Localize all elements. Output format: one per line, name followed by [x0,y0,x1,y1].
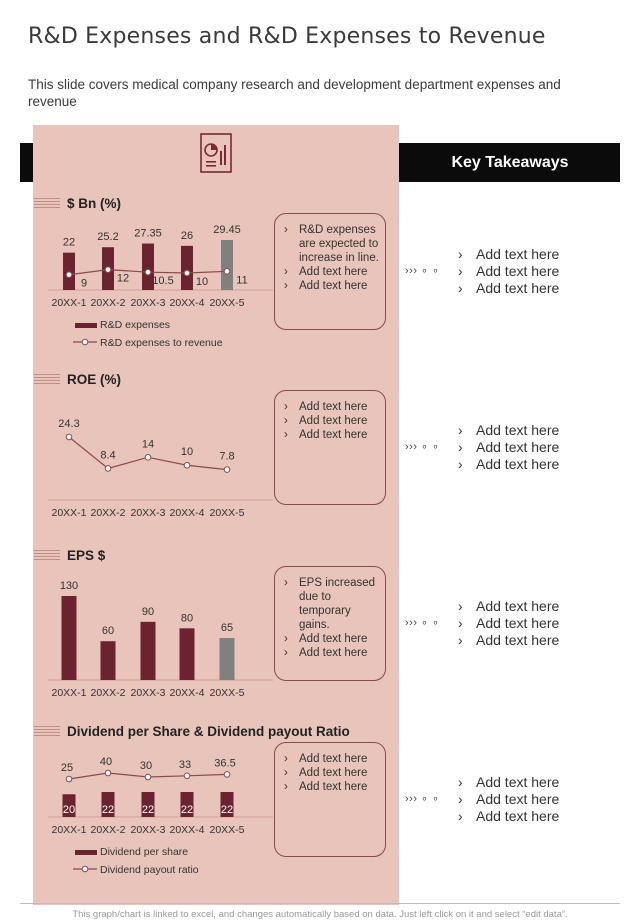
note-item: › Add text here [284,632,379,646]
takeaway-item: › Add text here [458,632,559,649]
bar-data-label: 22 [220,804,234,816]
section-lines-icon [34,198,60,208]
line-data-label: 30 [139,760,153,772]
legend-label: Dividend per share [100,846,189,858]
x-tick-label: 20XX-3 [130,507,166,519]
line-marker [184,270,190,276]
bar [181,246,193,290]
takeaway-item: › Add text here [458,439,559,456]
section-heading-eps [34,545,105,565]
takeaway-item: › Add text here [458,263,559,280]
line-marker [66,776,72,782]
dividend-chart [33,745,283,880]
line-marker [66,272,72,278]
line-data-label: 33 [178,758,192,771]
section-lines-icon [34,726,60,736]
note-item: › Add text here [284,428,379,442]
section-heading-dividend [34,721,350,741]
section-label: Dividend per Share & Dividend payout Ratio [67,723,350,739]
takeaway-item: › Add text here [458,456,559,473]
note-item: › Add text here [284,766,379,780]
section-heading-roe [34,369,121,389]
bar-data-label: 26 [180,229,194,242]
section-label: EPS $ [67,547,106,563]
x-tick-label: 20XX-1 [51,687,87,699]
line-data-label: 10.5 [152,275,174,288]
x-tick-label: 20XX-1 [51,824,87,836]
section-heading-bn [34,193,121,213]
bar-data-label: 65 [220,622,234,634]
legend-marker [82,339,88,345]
note-item: › EPS increased due to temporary gains. [284,576,379,632]
bar-data-label: 90 [141,605,155,618]
note-item: › Add text here [284,279,379,293]
line-marker [105,267,111,273]
line-data-label: 8.4 [100,449,116,462]
line-data-label: 12 [116,272,130,285]
arrow-connector: ››› ∘ ∘ [405,793,440,805]
line-marker [145,269,151,275]
line-data-label: 11 [236,274,248,287]
roe-chart [33,405,283,530]
arrow-connector: ››› ∘ ∘ [405,441,440,453]
takeaway-item: › Add text here [458,280,559,297]
legend-marker [82,866,88,872]
bar-data-label: 25.2 [97,231,119,244]
x-tick-label: 20XX-2 [90,824,126,836]
x-tick-label: 20XX-1 [51,297,87,309]
line-marker [66,434,72,440]
arrow-connector: ››› ∘ ∘ [405,617,440,629]
line-data-label: 24.3 [58,418,80,430]
x-tick-label: 20XX-2 [90,687,126,699]
document-report-icon [200,133,232,173]
line-data-label: 40 [99,756,113,768]
note-box-eps [274,566,386,681]
line-marker [184,773,190,779]
x-tick-label: 20XX-4 [169,507,205,519]
bar [220,638,235,680]
note-box-dividend [274,742,386,857]
line-data-label: 25 [60,762,74,774]
x-tick-label: 20XX-5 [209,824,245,836]
line-data-label: 36.5 [214,757,236,770]
line-marker [105,466,111,472]
bar-data-label: 22 [101,804,115,816]
x-tick-label: 20XX-4 [169,687,205,699]
bar-data-label: 60 [101,625,115,638]
line-marker [224,772,230,778]
note-item: › Add text here [284,414,379,428]
bar-data-label: 29.45 [213,224,241,236]
eps-chart [33,570,283,705]
section-label: ROE (%) [67,371,121,387]
footer-note: This graph/chart is linked to excel, and changes automatically based on data. Just left click on it and select “edit data”. [72,909,568,920]
bar [63,253,75,290]
x-tick-label: 20XX-2 [90,297,126,309]
note-box-bn [274,213,386,330]
legend-label: R&D expenses to revenue [100,337,223,349]
section-lines-icon [34,374,60,384]
bar-data-label: 22 [180,804,194,816]
takeaway-item: › Add text here [458,774,559,791]
legend-label: R&D expenses [100,319,171,331]
line-data-label: 10 [195,276,209,289]
line-data-label: 10 [180,446,194,459]
page-subtitle: This slide covers medical company research and development department expenses and revenue [28,77,561,109]
bar [221,240,233,290]
bar-data-label: 27.35 [134,227,162,240]
note-item: › R&D expenses are expected to increase in line. [284,223,379,265]
takeaways-list-eps [458,598,559,649]
line-marker [184,462,190,468]
takeaway-item: › Add text here [458,615,559,632]
bar-data-label: 130 [59,580,79,592]
section-lines-icon [34,550,60,560]
x-tick-label: 20XX-2 [90,507,126,519]
takeaways-list-bn [458,246,559,297]
bar-data-label: 22 [62,236,76,249]
key-takeaways-title: Key Takeaways [451,154,569,171]
takeaway-item: › Add text here [458,422,559,439]
line-data-label: 14 [141,438,155,451]
note-item: › Add text here [284,646,379,660]
bar-data-label: 20 [62,804,76,816]
takeaways-list-roe [458,422,559,473]
line-marker [224,269,230,275]
bar [62,596,77,680]
section-label: $ Bn (%) [67,195,121,211]
note-item: › Add text here [284,780,379,794]
x-tick-label: 20XX-1 [51,507,87,519]
note-box-roe [274,390,386,505]
x-tick-label: 20XX-4 [169,824,205,836]
legend-bar-swatch [75,850,97,855]
takeaway-item: › Add text here [458,791,559,808]
x-tick-label: 20XX-5 [209,297,245,309]
page-title: R&D Expenses and R&D Expenses to Revenue [28,24,546,49]
bar [101,641,116,680]
bar [180,628,195,680]
takeaway-item: › Add text here [458,598,559,615]
x-tick-label: 20XX-3 [130,297,166,309]
x-tick-label: 20XX-3 [130,824,166,836]
legend-bar-swatch [75,323,97,328]
line-data-label: 9 [80,277,88,290]
x-tick-label: 20XX-5 [209,687,245,699]
x-tick-label: 20XX-3 [130,687,166,699]
legend-label: Dividend payout ratio [100,864,199,876]
note-item: › Add text here [284,265,379,279]
line-marker [145,455,151,461]
line-marker [224,467,230,473]
arrow-connector: ››› ∘ ∘ [405,265,440,277]
note-item: › Add text here [284,752,379,766]
line-marker [105,770,111,776]
takeaway-item: › Add text here [458,808,559,825]
bar [141,622,156,680]
x-tick-label: 20XX-4 [169,297,205,309]
rd-expenses-chart [33,215,283,355]
takeaway-item: › Add text here [458,246,559,263]
bar-data-label: 22 [141,804,155,816]
takeaways-list-dividend [458,774,559,825]
line-marker [145,774,151,780]
note-item: › Add text here [284,400,379,414]
footer-divider [20,903,620,904]
x-tick-label: 20XX-5 [209,507,245,519]
line-data-label: 7.8 [219,450,235,463]
bar-data-label: 80 [180,612,194,625]
